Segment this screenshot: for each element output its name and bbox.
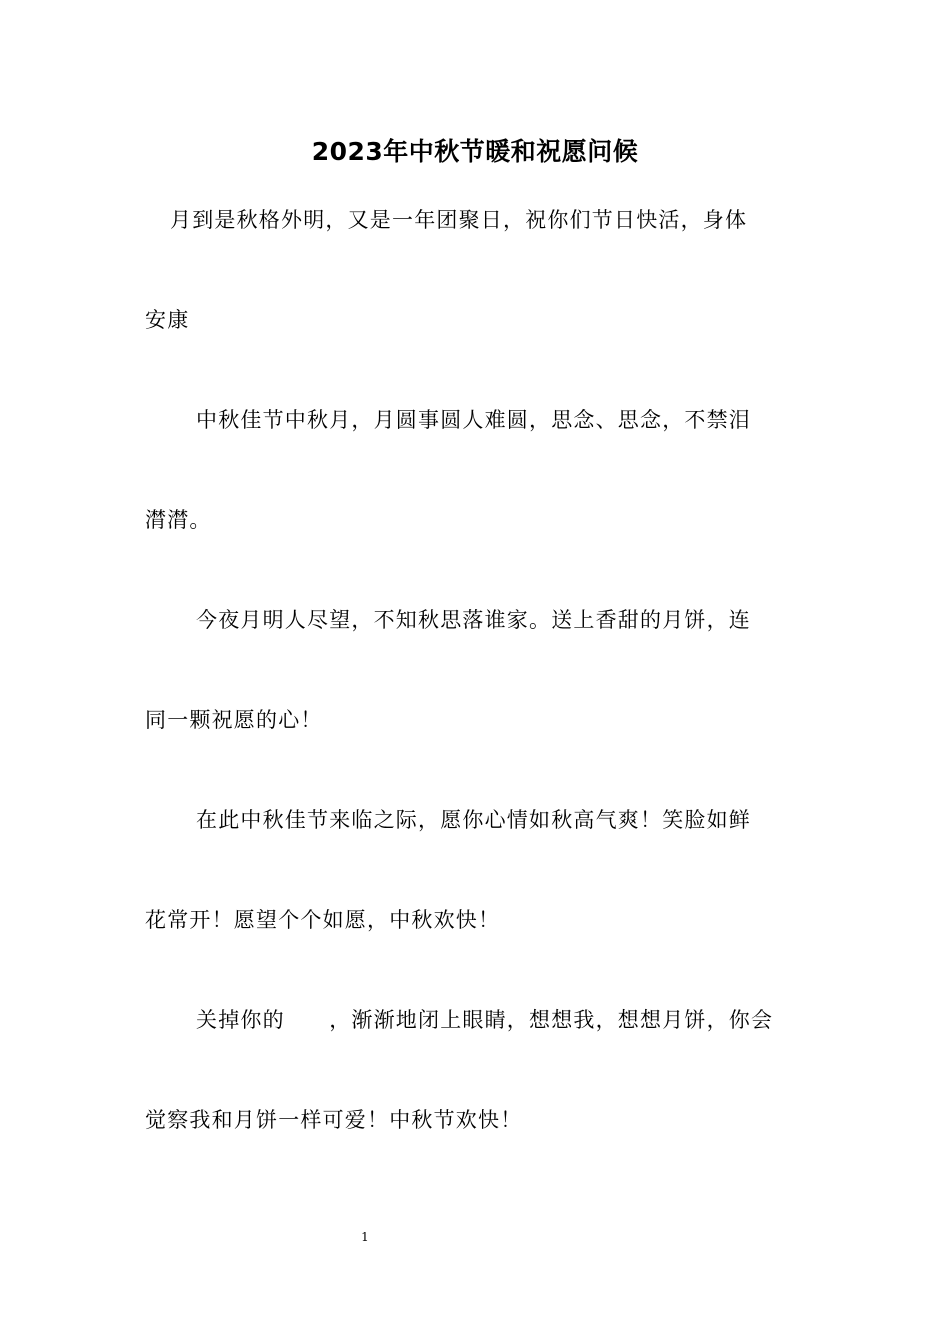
paragraph-line: 花常开！愿望个个如愿，中秋欢快！ (145, 908, 501, 932)
paragraph-line: 关掉你的 ，渐渐地闭上眼睛，想想我，想想月饼，你会 (196, 1008, 774, 1032)
paragraph-line: 安康 (145, 308, 190, 332)
paragraph-line: 今夜月明人尽望，不知秋思落谁家。送上香甜的月饼，连 (196, 608, 751, 632)
paragraph-line: 在此中秋佳节来临之际，愿你心情如秋高气爽！笑脸如鲜 (196, 808, 751, 832)
paragraph-line: 月到是秋格外明，又是一年团聚日，祝你们节日快活，身体 (170, 208, 748, 232)
document-title: 2023年中秋节暖和祝愿问候 (311, 137, 639, 166)
paragraph-line: 觉察我和月饼一样可爱！中秋节欢快！ (145, 1108, 523, 1132)
paragraph-line: 潸潸。 (145, 508, 212, 532)
paragraph-line: 中秋佳节中秋月，月圆事圆人难圆，思念、思念，不禁泪 (196, 408, 751, 432)
paragraph-line: 同一颗祝愿的心！ (145, 708, 323, 732)
page-number: 1 (361, 1230, 369, 1244)
